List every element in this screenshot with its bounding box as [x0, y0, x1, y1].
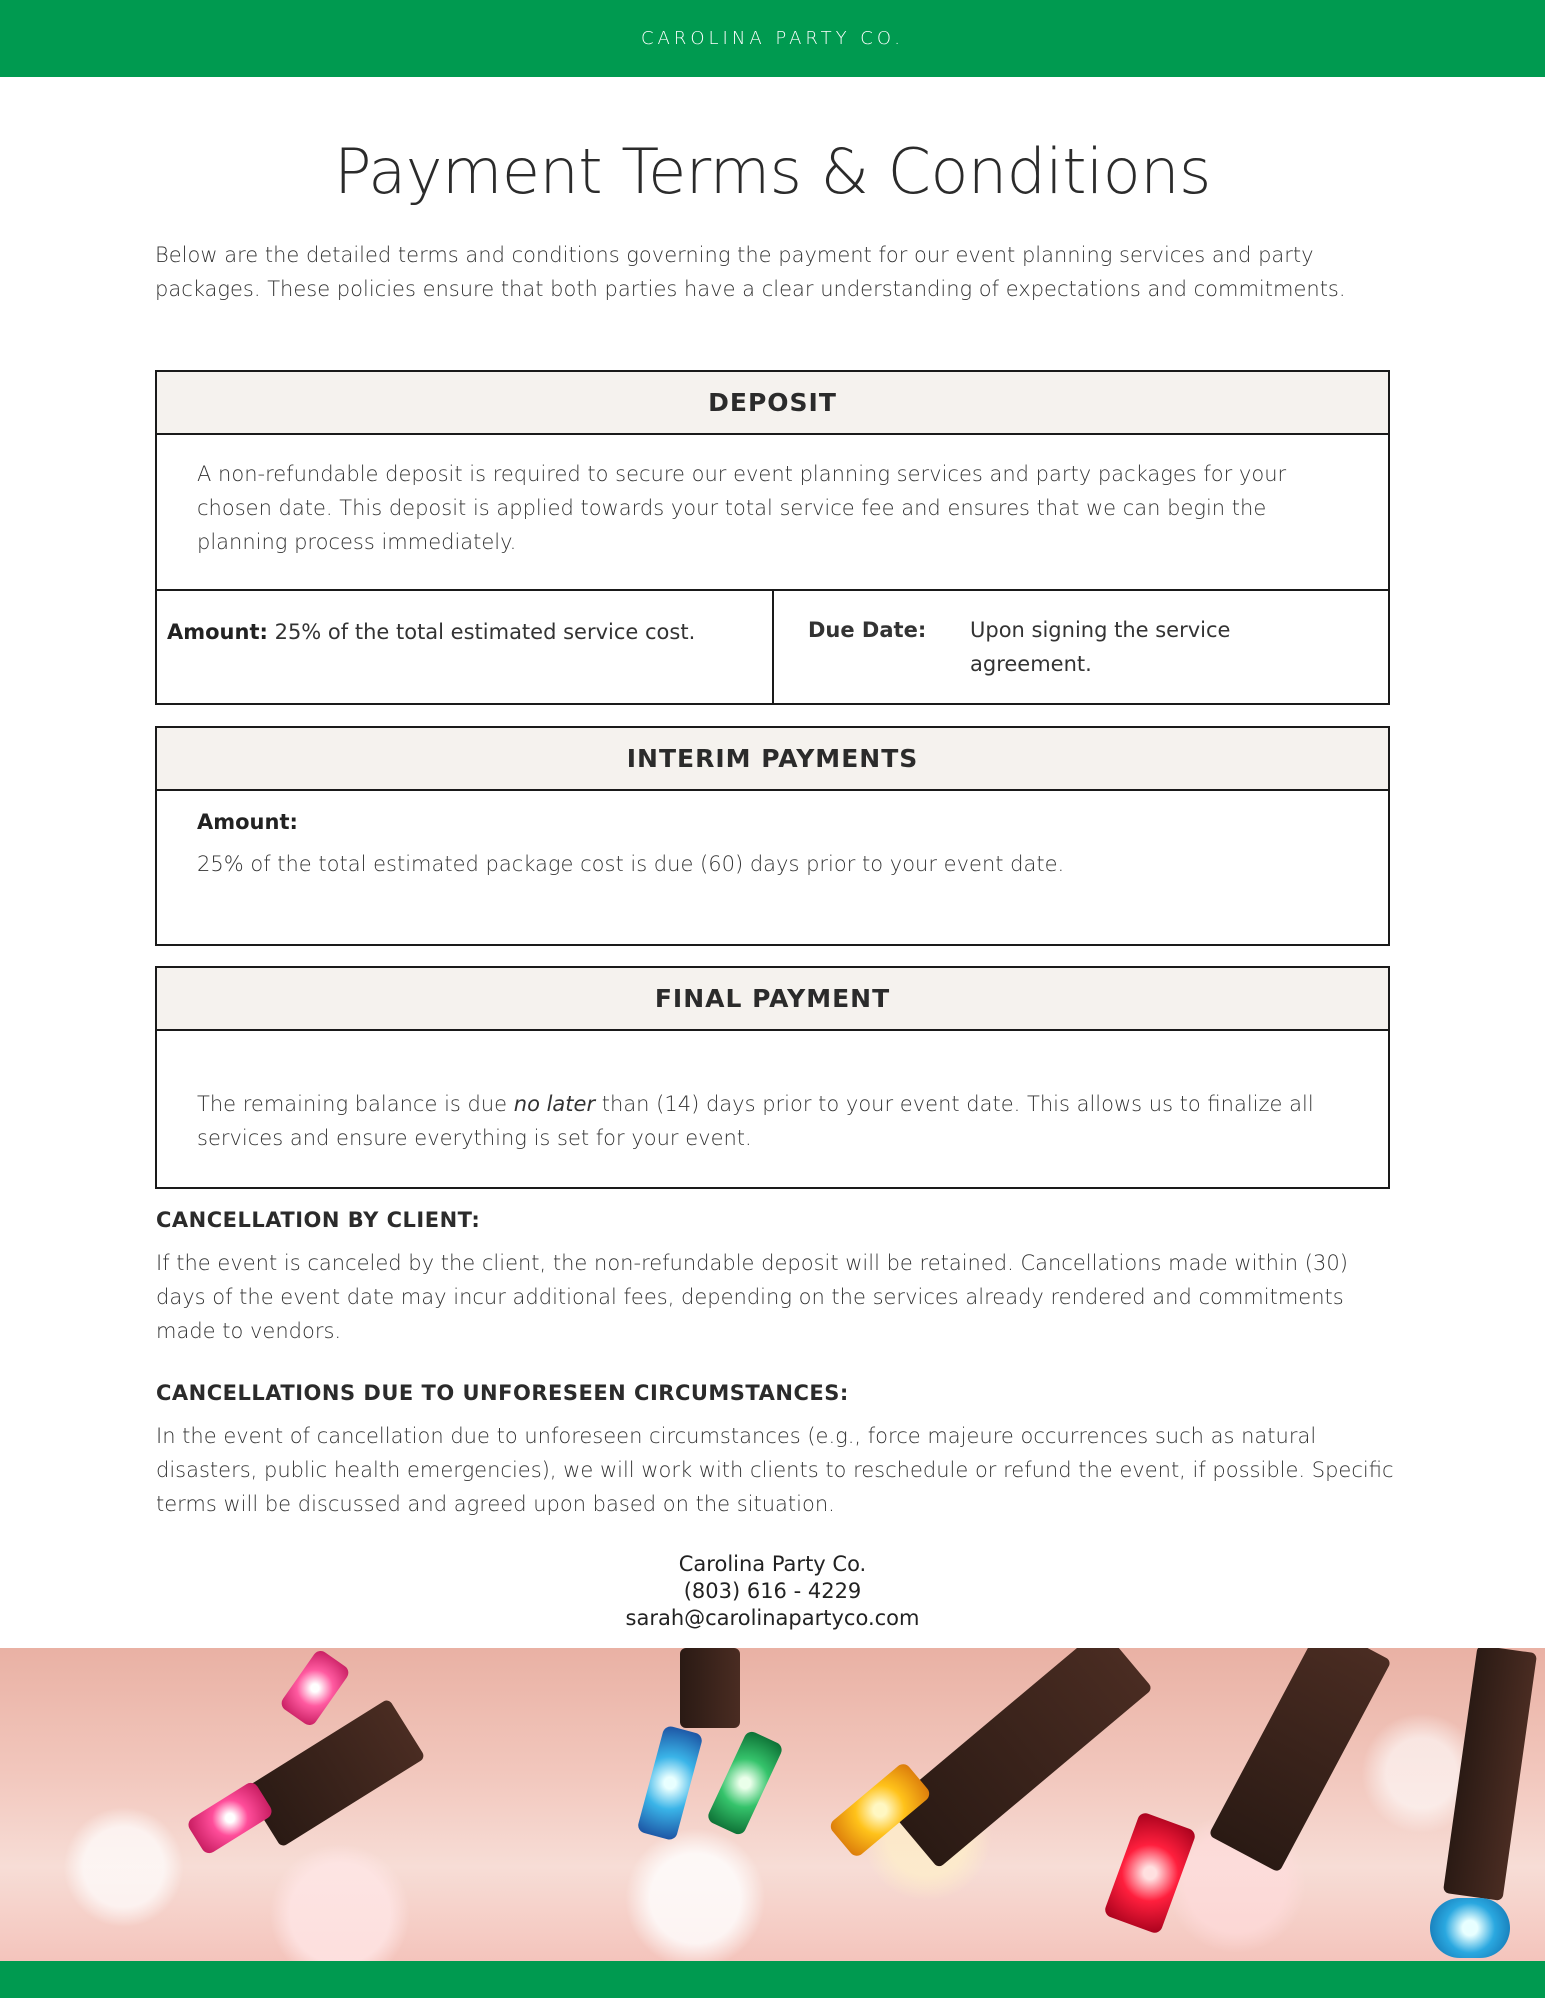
final-text-before: The remaining balance is due	[197, 1092, 514, 1116]
contact-block	[0, 1551, 1545, 1632]
deposit-amount-value: 25% of the total estimated service cost.	[267, 620, 696, 644]
bulb-socket-icon	[680, 1648, 740, 1728]
green-bulb-icon	[706, 1729, 785, 1837]
interim-amount-label: Amount:	[197, 810, 298, 834]
final-text-emphasis: no later	[513, 1092, 596, 1116]
bottom-brand-bar	[0, 1961, 1545, 1998]
intro-paragraph: Below are the detailed terms and conditions governing the payment for our event planning services and party packages. These policies ensure that both parties have a clear understanding of expectations and commitments.	[155, 243, 1346, 301]
cancellation-client-heading: CANCELLATION BY CLIENT:	[156, 1208, 481, 1232]
string-lights-photo	[0, 1648, 1545, 1961]
final-body	[157, 1031, 1388, 1187]
deposit-amount-cell	[157, 591, 774, 703]
contact-email: sarah@carolinapartyco.com	[625, 1606, 920, 1630]
deposit-section	[155, 370, 1390, 705]
deposit-details-table	[157, 589, 1388, 703]
deposit-due-label: Due Date:	[808, 618, 927, 642]
red-bulb-icon	[1103, 1811, 1197, 1935]
bulb-socket-icon	[1208, 1648, 1391, 1873]
page-title: Payment Terms & Conditions	[334, 135, 1211, 208]
final-payment-section	[155, 966, 1390, 1189]
deposit-amount-label: Amount:	[167, 620, 268, 644]
interim-amount-value: 25% of the total estimated package cost is due (60) days prior to your event date.	[197, 852, 1065, 876]
cancellation-client-text: If the event is canceled by the client, the non-refundable deposit will be retained. Cancellations made within (30) days of the event date may incur additional fees, depending on the services already rendered and commitments made to vendors.	[156, 1251, 1348, 1343]
brand-name: CAROLINA PARTY CO.	[640, 28, 905, 49]
cancellation-unforeseen-section	[156, 1381, 1396, 1521]
cancellation-by-client-section	[156, 1208, 1396, 1348]
interim-title: INTERIM PAYMENTS	[157, 728, 1388, 791]
interim-payments-section	[155, 726, 1390, 946]
contact-phone: (803) 616 - 4229	[683, 1579, 862, 1603]
cancellation-unforeseen-heading: CANCELLATIONS DUE TO UNFORESEEN CIRCUMSTANCES:	[156, 1381, 849, 1405]
contact-company: Carolina Party Co.	[678, 1552, 867, 1576]
deposit-due-value: Upon signing the service agreement.	[970, 618, 1231, 676]
cancellation-unforeseen-text: In the event of cancellation due to unforeseen circumstances (e.g., force majeure occurrences such as natural disasters, public health emergencies), we will work with clients to reschedule or refund the event, if possible. Specific terms will be discussed and agreed upon based on the situation.	[156, 1424, 1394, 1516]
bulb-socket-icon	[1443, 1648, 1537, 1901]
deposit-description: A non-refundable deposit is required to secure our event planning services and party packages for your chosen date. This deposit is applied towards your total service fee and ensures that we can begin the planning process immediately.	[197, 462, 1287, 554]
interim-body	[157, 791, 1388, 944]
bulb-socket-icon	[244, 1698, 425, 1847]
blue-bulb-icon	[636, 1725, 703, 1842]
final-text-after: than (14) days prior to your event date. This allows us to finalize all services and ensure everything is set for your event.	[197, 1092, 1314, 1150]
pink-bulb-icon	[279, 1648, 352, 1728]
deposit-title: DEPOSIT	[157, 372, 1388, 435]
deposit-due-cell	[774, 591, 1388, 703]
blue-bulb-icon	[1430, 1898, 1510, 1958]
final-title: FINAL PAYMENT	[157, 968, 1388, 1031]
top-brand-bar	[0, 0, 1545, 77]
bulb-socket-icon	[887, 1648, 1153, 1869]
